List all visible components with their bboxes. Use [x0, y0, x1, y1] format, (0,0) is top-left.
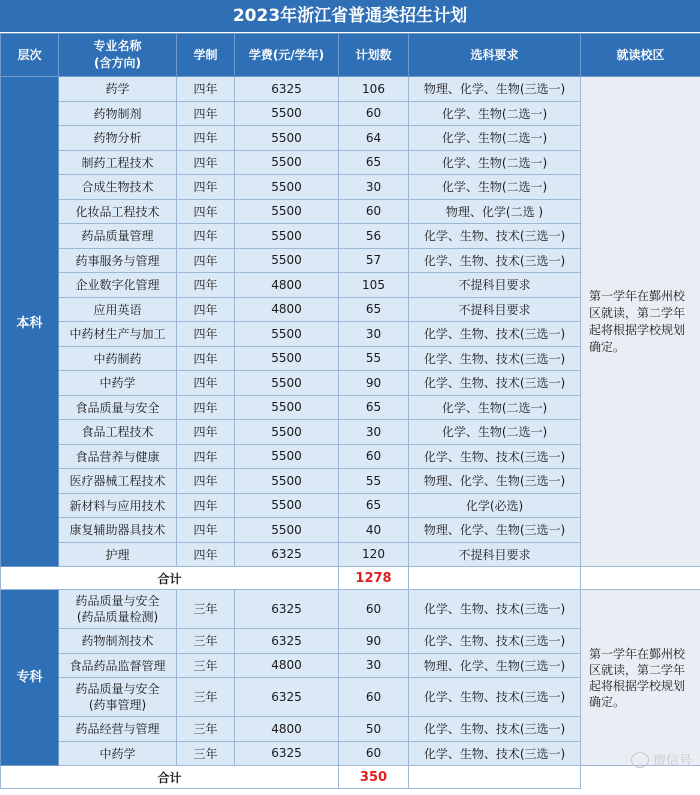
plan-cell: 90 — [339, 371, 409, 396]
plan-cell: 106 — [339, 77, 409, 102]
watermark-text: 微信号 — [652, 754, 692, 769]
major-name: 康复辅助器具技术 — [69, 523, 166, 538]
req-cell: 不提科目要求 — [409, 542, 581, 567]
tuition-cell: 6325 — [235, 590, 339, 629]
req-cell: 化学、生物、技术(三选一) — [409, 224, 581, 249]
header-major-line2: (含方向) — [94, 56, 141, 70]
tuition-cell: 6325 — [235, 629, 339, 654]
major-cell — [59, 150, 177, 175]
major-name: 药品质量管理 — [81, 229, 154, 244]
major-cell — [59, 741, 177, 766]
duration-cell: 三年 — [177, 717, 235, 742]
enrollment-table — [0, 33, 700, 789]
plan-cell: 90 — [339, 629, 409, 654]
total-label: 合计 — [1, 766, 339, 789]
req-cell: 物理、化学、生物(三选一) — [409, 653, 581, 678]
major-cell — [59, 322, 177, 347]
table-row — [1, 77, 700, 102]
major-name: 应用英语 — [93, 302, 142, 317]
major-cell — [59, 395, 177, 420]
major-name: 药品经营与管理 — [75, 722, 160, 737]
plan-cell: 65 — [339, 150, 409, 175]
duration-cell: 四年 — [177, 150, 235, 175]
req-cell: 化学、生物、技术(三选一) — [409, 371, 581, 396]
req-cell: 化学、生物(二选一) — [409, 420, 581, 445]
plan-cell: 55 — [339, 346, 409, 371]
major-name: 食品营养与健康 — [75, 449, 160, 464]
benke-campus-note: 第一学年在鄞州校区就读，第二学年起将根据学校规划确定。 — [581, 77, 700, 567]
tuition-cell: 5500 — [235, 469, 339, 494]
major-cell — [59, 444, 177, 469]
req-cell: 化学、生物(二选一) — [409, 150, 581, 175]
tuition-cell: 5500 — [235, 224, 339, 249]
major-name: 药品质量与安全 — [75, 594, 160, 608]
plan-cell: 55 — [339, 469, 409, 494]
major-name: 中药材生产与加工 — [69, 327, 166, 342]
major-cell — [59, 224, 177, 249]
header-tuition: 学费(元/学年) — [235, 34, 339, 77]
duration-cell: 四年 — [177, 493, 235, 518]
duration-cell: 四年 — [177, 126, 235, 151]
plan-cell: 105 — [339, 273, 409, 298]
duration-cell: 四年 — [177, 101, 235, 126]
req-cell: 不提科目要求 — [409, 297, 581, 322]
major-cell — [59, 273, 177, 298]
major-name: 新材料与应用技术 — [69, 498, 166, 513]
plan-cell: 56 — [339, 224, 409, 249]
plan-cell: 30 — [339, 653, 409, 678]
duration-cell: 四年 — [177, 371, 235, 396]
major-name: 药品质量与安全 — [75, 682, 160, 696]
total-count: 350 — [339, 766, 409, 789]
major-name: 食品质量与安全 — [75, 400, 160, 415]
major-cell — [59, 493, 177, 518]
header-major — [59, 34, 177, 77]
total-label: 合计 — [1, 567, 339, 590]
duration-cell: 四年 — [177, 395, 235, 420]
duration-cell: 四年 — [177, 77, 235, 102]
major-cell — [59, 420, 177, 445]
tuition-cell: 5500 — [235, 150, 339, 175]
watermark — [631, 750, 692, 769]
major-cell — [59, 629, 177, 654]
header-major-line1: 专业名称 — [93, 39, 142, 53]
tuition-cell: 5500 — [235, 199, 339, 224]
tuition-cell: 5500 — [235, 371, 339, 396]
header-level: 层次 — [1, 34, 59, 77]
plan-cell: 60 — [339, 101, 409, 126]
major-name: 合成生物技术 — [81, 180, 154, 195]
major-cell — [59, 371, 177, 396]
duration-cell: 四年 — [177, 199, 235, 224]
req-cell: 化学、生物、技术(三选一) — [409, 444, 581, 469]
major-name: 食品工程技术 — [81, 425, 154, 440]
plan-cell: 60 — [339, 444, 409, 469]
tuition-cell: 4800 — [235, 717, 339, 742]
tuition-cell: 5500 — [235, 444, 339, 469]
major-name: 企业数字化管理 — [75, 278, 160, 293]
zhuanke-total-row — [1, 766, 700, 789]
major-cell — [59, 101, 177, 126]
tuition-cell: 4800 — [235, 297, 339, 322]
req-cell: 化学、生物、技术(三选一) — [409, 741, 581, 766]
duration-cell: 三年 — [177, 629, 235, 654]
major-cell — [59, 590, 177, 629]
major-cell — [59, 297, 177, 322]
major-cell — [59, 126, 177, 151]
req-cell: 物理、化学、生物(三选一) — [409, 518, 581, 543]
tuition-cell: 4800 — [235, 653, 339, 678]
duration-cell: 四年 — [177, 542, 235, 567]
page-title: 2023年浙江省普通类招生计划 — [0, 0, 700, 33]
req-cell: 物理、化学(二选 ) — [409, 199, 581, 224]
zhuanke-section — [1, 590, 700, 789]
duration-cell: 四年 — [177, 518, 235, 543]
zhuanke-campus-note: 第一学年在鄞州校区就读，第二学年起将根据学校规划确定。 — [581, 590, 700, 766]
plan-cell: 65 — [339, 395, 409, 420]
major-name: 食品药品监督管理 — [69, 658, 166, 673]
major-name: 护理 — [105, 547, 130, 562]
tuition-cell: 5500 — [235, 175, 339, 200]
major-name: 药学 — [105, 82, 130, 97]
tuition-cell: 5500 — [235, 346, 339, 371]
req-cell: 化学、生物(二选一) — [409, 395, 581, 420]
major-cell — [59, 678, 177, 717]
tuition-cell: 5500 — [235, 248, 339, 273]
plan-cell: 50 — [339, 717, 409, 742]
req-cell: 化学、生物(二选一) — [409, 126, 581, 151]
duration-cell: 四年 — [177, 346, 235, 371]
tuition-cell: 5500 — [235, 493, 339, 518]
tuition-cell: 5500 — [235, 420, 339, 445]
req-cell: 化学、生物(二选一) — [409, 175, 581, 200]
major-name: 制药工程技术 — [81, 155, 154, 170]
header-duration: 学制 — [177, 34, 235, 77]
table-row — [1, 590, 700, 629]
plan-cell: 30 — [339, 420, 409, 445]
req-cell: 物理、化学、生物(三选一) — [409, 469, 581, 494]
major-direction: (药品质量检测) — [76, 610, 159, 624]
req-cell: 化学、生物、技术(三选一) — [409, 346, 581, 371]
duration-cell: 四年 — [177, 322, 235, 347]
major-cell — [59, 199, 177, 224]
plan-cell: 65 — [339, 493, 409, 518]
duration-cell: 四年 — [177, 248, 235, 273]
major-cell — [59, 248, 177, 273]
duration-cell: 四年 — [177, 273, 235, 298]
plan-cell: 40 — [339, 518, 409, 543]
req-cell: 化学、生物、技术(三选一) — [409, 678, 581, 717]
major-cell — [59, 175, 177, 200]
header-campus: 就读校区 — [581, 34, 700, 77]
total-empty-cell — [409, 567, 581, 590]
plan-cell: 60 — [339, 199, 409, 224]
major-name: 中药学 — [99, 746, 136, 761]
major-name: 药物制剂 — [93, 106, 142, 121]
plan-cell: 57 — [339, 248, 409, 273]
total-count: 1278 — [339, 567, 409, 590]
duration-cell: 四年 — [177, 175, 235, 200]
plan-cell: 120 — [339, 542, 409, 567]
tuition-cell: 6325 — [235, 678, 339, 717]
major-name: 化妆品工程技术 — [75, 204, 160, 219]
duration-cell: 四年 — [177, 297, 235, 322]
tuition-cell: 5500 — [235, 395, 339, 420]
plan-cell: 60 — [339, 678, 409, 717]
duration-cell: 三年 — [177, 653, 235, 678]
major-cell — [59, 469, 177, 494]
tuition-cell: 6325 — [235, 542, 339, 567]
benke-level-cell: 本科 — [1, 77, 59, 567]
major-name: 医疗器械工程技术 — [69, 474, 166, 489]
req-cell: 化学、生物、技术(三选一) — [409, 590, 581, 629]
tuition-cell: 5500 — [235, 322, 339, 347]
tuition-cell: 6325 — [235, 741, 339, 766]
tuition-cell: 5500 — [235, 518, 339, 543]
tuition-cell: 4800 — [235, 273, 339, 298]
tuition-cell: 5500 — [235, 126, 339, 151]
major-cell — [59, 542, 177, 567]
major-name: 药物制剂技术 — [81, 634, 154, 649]
major-name: 药事服务与管理 — [75, 253, 160, 268]
duration-cell: 三年 — [177, 590, 235, 629]
duration-cell: 四年 — [177, 420, 235, 445]
major-cell — [59, 717, 177, 742]
duration-cell: 三年 — [177, 678, 235, 717]
req-cell: 化学、生物、技术(三选一) — [409, 322, 581, 347]
req-cell: 物理、化学、生物(三选一) — [409, 77, 581, 102]
duration-cell: 四年 — [177, 444, 235, 469]
wechat-icon — [631, 752, 649, 768]
req-cell: 化学、生物、技术(三选一) — [409, 629, 581, 654]
major-cell — [59, 653, 177, 678]
major-direction: (药事管理) — [88, 698, 147, 712]
benke-total-row — [1, 567, 700, 590]
major-name: 药物分析 — [93, 131, 142, 146]
req-cell: 不提科目要求 — [409, 273, 581, 298]
duration-cell: 三年 — [177, 741, 235, 766]
total-empty-cell — [409, 766, 581, 789]
plan-cell: 64 — [339, 126, 409, 151]
tuition-cell: 6325 — [235, 77, 339, 102]
header-plan: 计划数 — [339, 34, 409, 77]
major-name: 中药制药 — [93, 351, 142, 366]
major-cell — [59, 346, 177, 371]
header-requirement: 选科要求 — [409, 34, 581, 77]
duration-cell: 四年 — [177, 224, 235, 249]
plan-cell: 65 — [339, 297, 409, 322]
tuition-cell: 5500 — [235, 101, 339, 126]
major-name: 中药学 — [99, 376, 136, 391]
zhuanke-level-cell: 专科 — [1, 590, 59, 766]
plan-cell: 30 — [339, 322, 409, 347]
plan-cell: 60 — [339, 590, 409, 629]
major-cell — [59, 518, 177, 543]
table-header-row — [1, 34, 700, 77]
plan-cell: 60 — [339, 741, 409, 766]
major-cell — [59, 77, 177, 102]
req-cell: 化学、生物(二选一) — [409, 101, 581, 126]
duration-cell: 四年 — [177, 469, 235, 494]
plan-cell: 30 — [339, 175, 409, 200]
req-cell: 化学(必选) — [409, 493, 581, 518]
req-cell: 化学、生物、技术(三选一) — [409, 248, 581, 273]
req-cell: 化学、生物、技术(三选一) — [409, 717, 581, 742]
benke-section — [1, 77, 700, 590]
